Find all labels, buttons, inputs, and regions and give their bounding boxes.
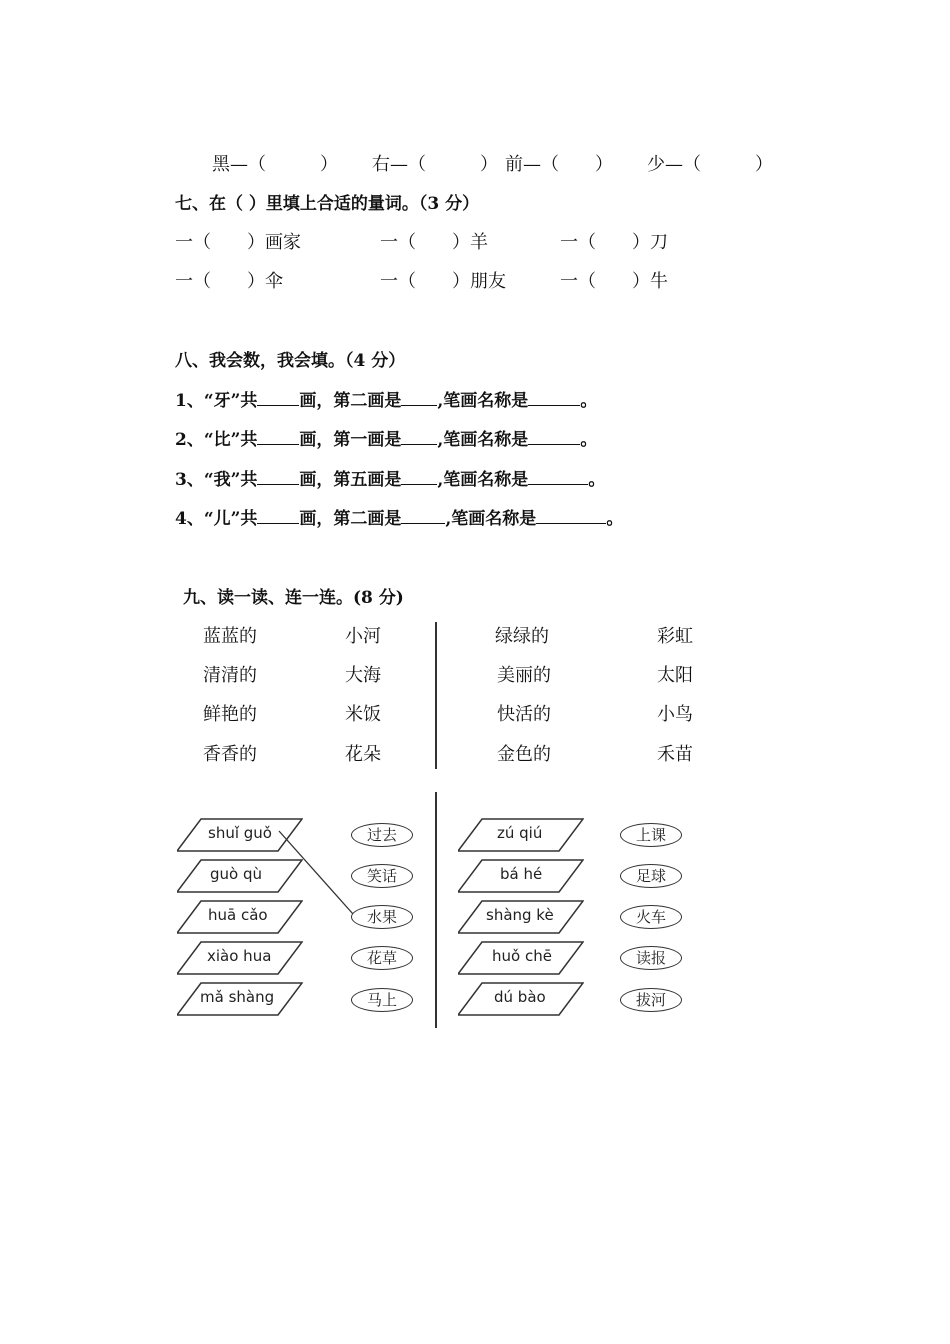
fill-blank[interactable] (528, 391, 580, 406)
adj-word: 香香的 (203, 744, 257, 765)
q8-line-part: 。 (580, 391, 598, 411)
q8-line-part: 。 (580, 430, 598, 450)
fill-blank[interactable] (257, 470, 299, 485)
q8-line-part: ,笔画名称是 (445, 509, 537, 529)
q8-line (175, 386, 597, 411)
noun-word: 米饭 (345, 704, 381, 725)
q8-line-part: 。 (588, 470, 606, 490)
noun-word: 大海 (345, 665, 381, 686)
word-oval[interactable]: 火车 (620, 905, 682, 929)
q7-title: 七、在（ ）里填上合适的量词。（3 分） (175, 194, 480, 214)
adj-word: 快活的 (497, 704, 551, 725)
q8-line-part: 3、“我”共 (175, 470, 258, 490)
q7-item: 一（ ）刀 (560, 232, 668, 253)
q7-item: 一（ ）伞 (175, 271, 283, 292)
adj-word: 清清的 (203, 665, 257, 686)
divider-line (435, 792, 437, 1028)
pinyin-text: xiào hua (207, 947, 272, 965)
pinyin-text: shàng kè (486, 906, 554, 924)
antonym-2: 右—（ ） (372, 154, 498, 175)
q8-line-part: 画，第二画是 (299, 391, 402, 411)
q8-line-part: 画，第五画是 (299, 470, 402, 490)
fill-blank[interactable] (257, 430, 299, 445)
noun-word: 禾苗 (657, 744, 693, 765)
fill-blank[interactable] (257, 391, 299, 406)
q8-line-part: ,笔画名称是 (437, 430, 529, 450)
noun-word: 彩虹 (657, 626, 693, 647)
q8-line-part: 画，第二画是 (299, 509, 402, 529)
word-oval[interactable]: 读报 (620, 946, 682, 970)
fill-blank[interactable] (401, 391, 437, 406)
q8-line-part: 2、“比”共 (175, 430, 258, 450)
word-oval[interactable]: 马上 (351, 988, 413, 1012)
fill-blank[interactable] (257, 509, 299, 524)
noun-word: 小河 (345, 626, 381, 647)
q7-item: 一（ ）牛 (560, 271, 668, 292)
pinyin-text: guò qù (210, 865, 263, 883)
q8-line-part: 1、“牙”共 (175, 391, 258, 411)
word-oval[interactable]: 拔河 (620, 988, 682, 1012)
pinyin-text: huǒ chē (492, 947, 552, 965)
q7-item: 一（ ）羊 (380, 232, 488, 253)
word-oval[interactable]: 上课 (620, 823, 682, 847)
pinyin-text: mǎ shàng (200, 988, 275, 1006)
fill-blank[interactable] (401, 430, 437, 445)
noun-word: 小鸟 (657, 704, 693, 725)
q7-item: 一（ ）朋友 (380, 271, 506, 292)
fill-blank[interactable] (528, 470, 588, 485)
q8-line-part: ,笔画名称是 (437, 391, 529, 411)
q9-title: 九、读一读、连一连。(8 分) (183, 588, 404, 608)
word-oval[interactable]: 水果 (351, 905, 413, 929)
adj-word: 蓝蓝的 (203, 626, 257, 647)
q8-line (175, 465, 605, 490)
antonym-4: 少—（ ） (647, 154, 773, 175)
fill-blank[interactable] (528, 430, 580, 445)
fill-blank[interactable] (401, 470, 437, 485)
divider-line (435, 622, 437, 769)
pinyin-text: huā cǎo (208, 906, 268, 924)
word-oval[interactable]: 足球 (620, 864, 682, 888)
fill-blank[interactable] (401, 509, 445, 524)
adj-word: 绿绿的 (495, 626, 549, 647)
noun-word: 太阳 (657, 665, 693, 686)
word-oval[interactable]: 过去 (351, 823, 413, 847)
antonym-3: 前—（ ） (505, 154, 613, 175)
q8-line-part: 。 (606, 509, 624, 529)
fill-blank[interactable] (536, 509, 606, 524)
noun-word: 花朵 (345, 744, 381, 765)
pinyin-text: shuǐ guǒ (208, 824, 272, 842)
q8-line-part: 4、“儿”共 (175, 509, 258, 529)
word-oval[interactable]: 花草 (351, 946, 413, 970)
adj-word: 金色的 (497, 744, 551, 765)
pinyin-text: dú bào (494, 988, 546, 1006)
q8-line-part: ,笔画名称是 (437, 470, 529, 490)
pinyin-text: bá hé (500, 865, 543, 883)
q8-line-part: 画，第一画是 (299, 430, 402, 450)
q7-item: 一（ ）画家 (175, 232, 301, 253)
antonym-1: 黑—（ ） (212, 154, 338, 175)
q8-line (175, 504, 623, 529)
q8-title: 八、我会数，我会填。（4 分） (175, 351, 406, 371)
adj-word: 鲜艳的 (203, 704, 257, 725)
connection-line (278, 830, 358, 920)
pinyin-text: zú qiú (497, 824, 543, 842)
adj-word: 美丽的 (497, 665, 551, 686)
word-oval[interactable]: 笑话 (351, 864, 413, 888)
q8-line (175, 425, 597, 450)
